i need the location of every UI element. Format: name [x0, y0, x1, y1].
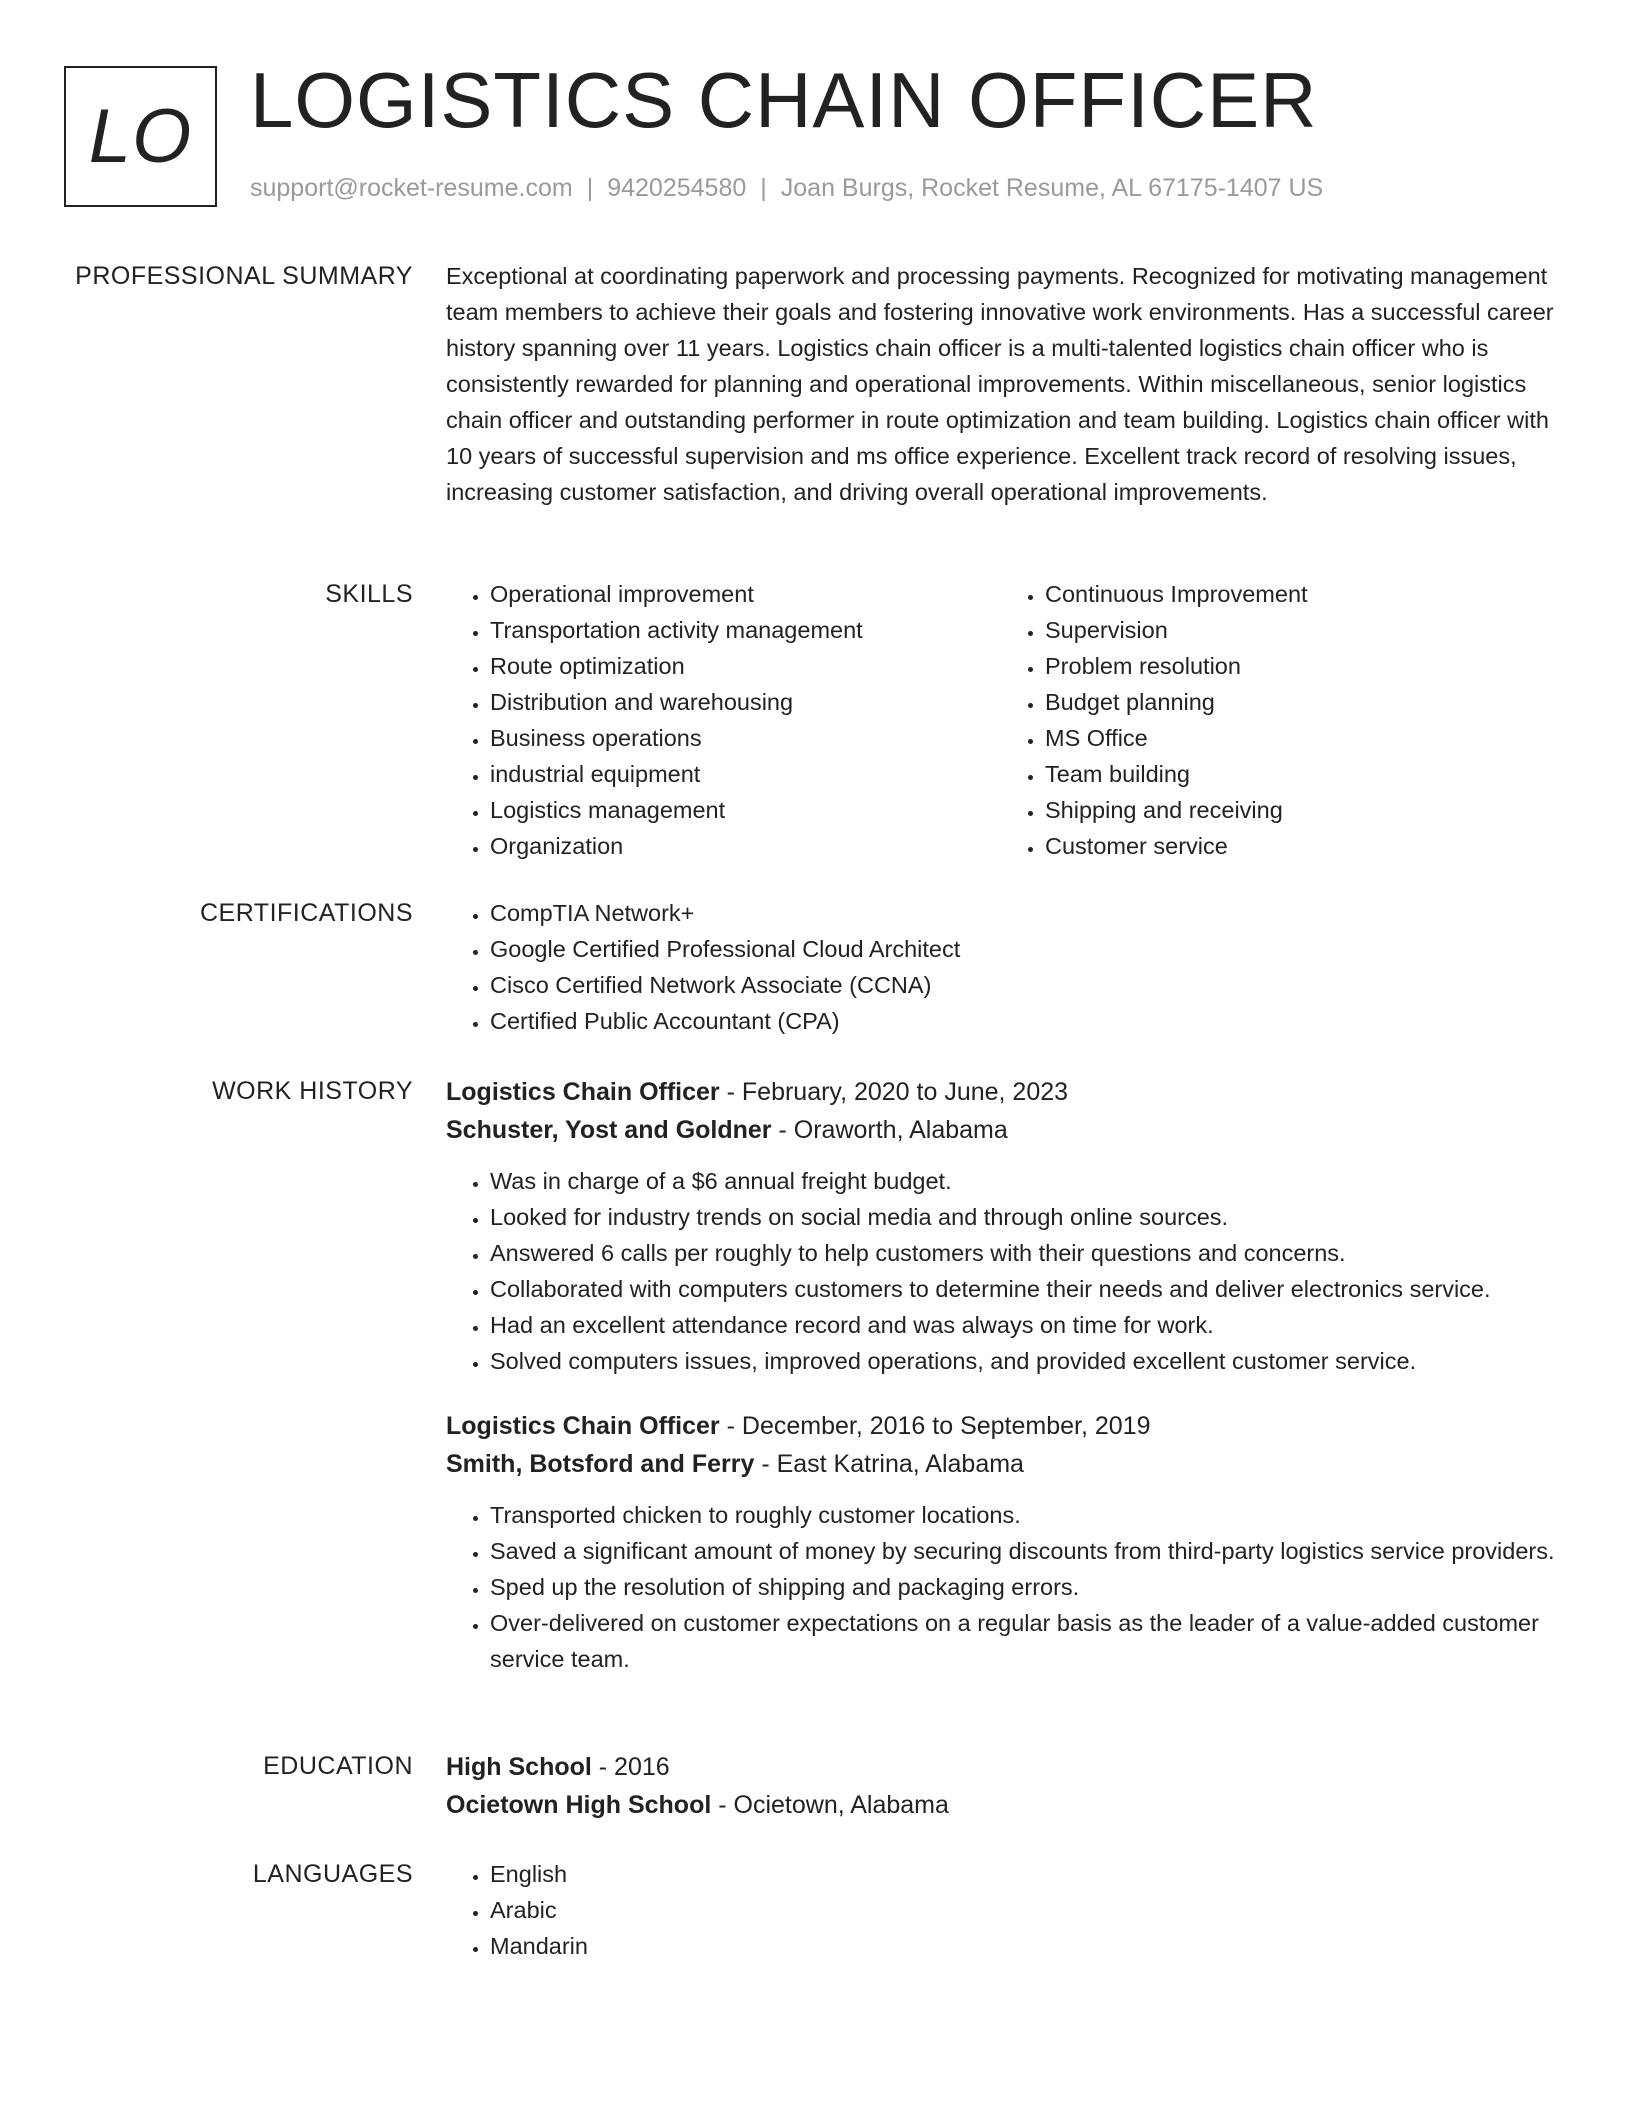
- job-dates: - February, 2020 to June, 2023: [719, 1078, 1069, 1106]
- language-item: • English: [490, 1856, 1556, 1892]
- skill-item: • Business operations: [490, 720, 1001, 756]
- section-label: PROFESSIONAL SUMMARY: [75, 262, 413, 290]
- certification-item: • Cisco Certified Network Associate (CCNA): [490, 967, 1556, 1003]
- contact-phone[interactable]: 9420254580: [607, 174, 747, 202]
- job-bullet: • Sped up the resolution of shipping and packaging errors.: [490, 1569, 1556, 1605]
- job-bullet: • Transported chicken to roughly customer locations.: [490, 1497, 1556, 1533]
- job-bullet: • Saved a significant amount of money by securing discounts from third-party logistics service providers.: [490, 1533, 1556, 1569]
- job-company-line: [446, 1111, 1556, 1149]
- skill-item: • Transportation activity management: [490, 612, 1001, 648]
- job-company: Schuster, Yost and Goldner: [446, 1116, 772, 1144]
- job-entry: [446, 1407, 1556, 1677]
- job-bullet: • Had an excellent attendance record and was always on time for work.: [490, 1307, 1556, 1343]
- job-bullet: • Answered 6 calls per roughly to help customers with their questions and concerns.: [490, 1235, 1556, 1271]
- education-degree: High School: [446, 1753, 592, 1781]
- contact-email[interactable]: support@rocket-resume.com: [250, 174, 573, 202]
- skill-item: • Logistics management: [490, 792, 1001, 828]
- skill-item: • Organization: [490, 828, 1001, 864]
- skills-columns: [446, 576, 1556, 864]
- language-item: • Arabic: [490, 1892, 1556, 1928]
- skills-list-left: [446, 576, 1001, 864]
- contact-line: [250, 174, 1323, 203]
- education-location: - Ocietown, Alabama: [711, 1791, 949, 1819]
- language-item: • Mandarin: [490, 1928, 1556, 1964]
- education-body: [446, 1748, 1556, 1824]
- contact-separator: |: [586, 174, 594, 202]
- skill-item: • Problem resolution: [1045, 648, 1556, 684]
- monogram-badge: LO: [64, 66, 217, 207]
- certification-item: • Google Certified Professional Cloud Architect: [490, 931, 1556, 967]
- certification-item: • CompTIA Network+: [490, 895, 1556, 931]
- section-label: EDUCATION: [263, 1752, 413, 1780]
- certifications-list: [446, 895, 1556, 1039]
- education-school-line: [446, 1786, 1556, 1824]
- skill-item: • Supervision: [1045, 612, 1556, 648]
- contact-address: Joan Burgs, Rocket Resume, AL 67175-1407 US: [780, 174, 1324, 202]
- education-degree-line: [446, 1748, 1556, 1786]
- education-year: - 2016: [591, 1753, 670, 1781]
- skill-item: • Budget planning: [1045, 684, 1556, 720]
- skill-item: • Customer service: [1045, 828, 1556, 864]
- job-location: - Oraworth, Alabama: [771, 1116, 1008, 1144]
- job-bullet: • Over-delivered on customer expectations on a regular basis as the leader of a value-added customer service team.: [490, 1605, 1556, 1677]
- skill-item: • Route optimization: [490, 648, 1001, 684]
- skills-list-right: [1001, 576, 1556, 864]
- section-label: LANGUAGES: [252, 1860, 413, 1888]
- job-bullet: • Was in charge of a $6 annual freight budget.: [490, 1163, 1556, 1199]
- section-label: SKILLS: [325, 580, 413, 608]
- job-dates: - December, 2016 to September, 2019: [719, 1412, 1151, 1440]
- skill-item: • Continuous Improvement: [1045, 576, 1556, 612]
- skill-item: • industrial equipment: [490, 756, 1001, 792]
- summary-text: Exceptional at coordinating paperwork and processing payments. Recognized for motivating management team members to achieve their goals and fostering innovative work environments. Has a successful career history spanning over 11 years. Logistics chain officer is a multi-talented logistics chain officer who is consistently rewarded for planning and operational improvements. Within miscellaneous, senior logistics chain officer and outstanding performer in route optimization and team building. Logistics chain officer with 10 years of successful supervision and ms office experience. Excellent track record of resolving issues, increasing customer satisfaction, and driving overall operational improvements.: [446, 263, 1554, 505]
- languages-list: [446, 1856, 1556, 1964]
- skill-item: • Shipping and receiving: [1045, 792, 1556, 828]
- languages-body: [446, 1856, 1556, 1964]
- job-bullets: [446, 1497, 1556, 1677]
- job-location: - East Katrina, Alabama: [754, 1450, 1024, 1478]
- page-title: LOGISTICS CHAIN OFFICER: [250, 56, 1318, 144]
- job-bullet: • Looked for industry trends on social media and through online sources.: [490, 1199, 1556, 1235]
- education-school: Ocietown High School: [446, 1791, 712, 1819]
- certification-item: • Certified Public Accountant (CPA): [490, 1003, 1556, 1039]
- contact-separator: |: [760, 174, 767, 202]
- job-bullets: [446, 1163, 1556, 1379]
- skill-item: • Team building: [1045, 756, 1556, 792]
- job-company: Smith, Botsford and Ferry: [446, 1450, 755, 1478]
- skill-item: • Operational improvement: [490, 576, 1001, 612]
- work-history-body: [446, 1073, 1556, 1677]
- job-role: Logistics Chain Officer: [446, 1412, 720, 1440]
- job-entry: [446, 1073, 1556, 1379]
- job-bullet: • Collaborated with computers customers to determine their needs and deliver electronics service.: [490, 1271, 1556, 1307]
- job-title-line: [446, 1407, 1556, 1445]
- section-label: CERTIFICATIONS: [199, 899, 413, 927]
- job-company-line: [446, 1445, 1556, 1483]
- job-role: Logistics Chain Officer: [446, 1078, 720, 1106]
- section-label: WORK HISTORY: [212, 1077, 413, 1105]
- skill-item: • MS Office: [1045, 720, 1556, 756]
- certifications-body: [446, 895, 1556, 1039]
- job-title-line: [446, 1073, 1556, 1111]
- job-bullet: • Solved computers issues, improved operations, and provided excellent customer service.: [490, 1343, 1556, 1379]
- skill-item: • Distribution and warehousing: [490, 684, 1001, 720]
